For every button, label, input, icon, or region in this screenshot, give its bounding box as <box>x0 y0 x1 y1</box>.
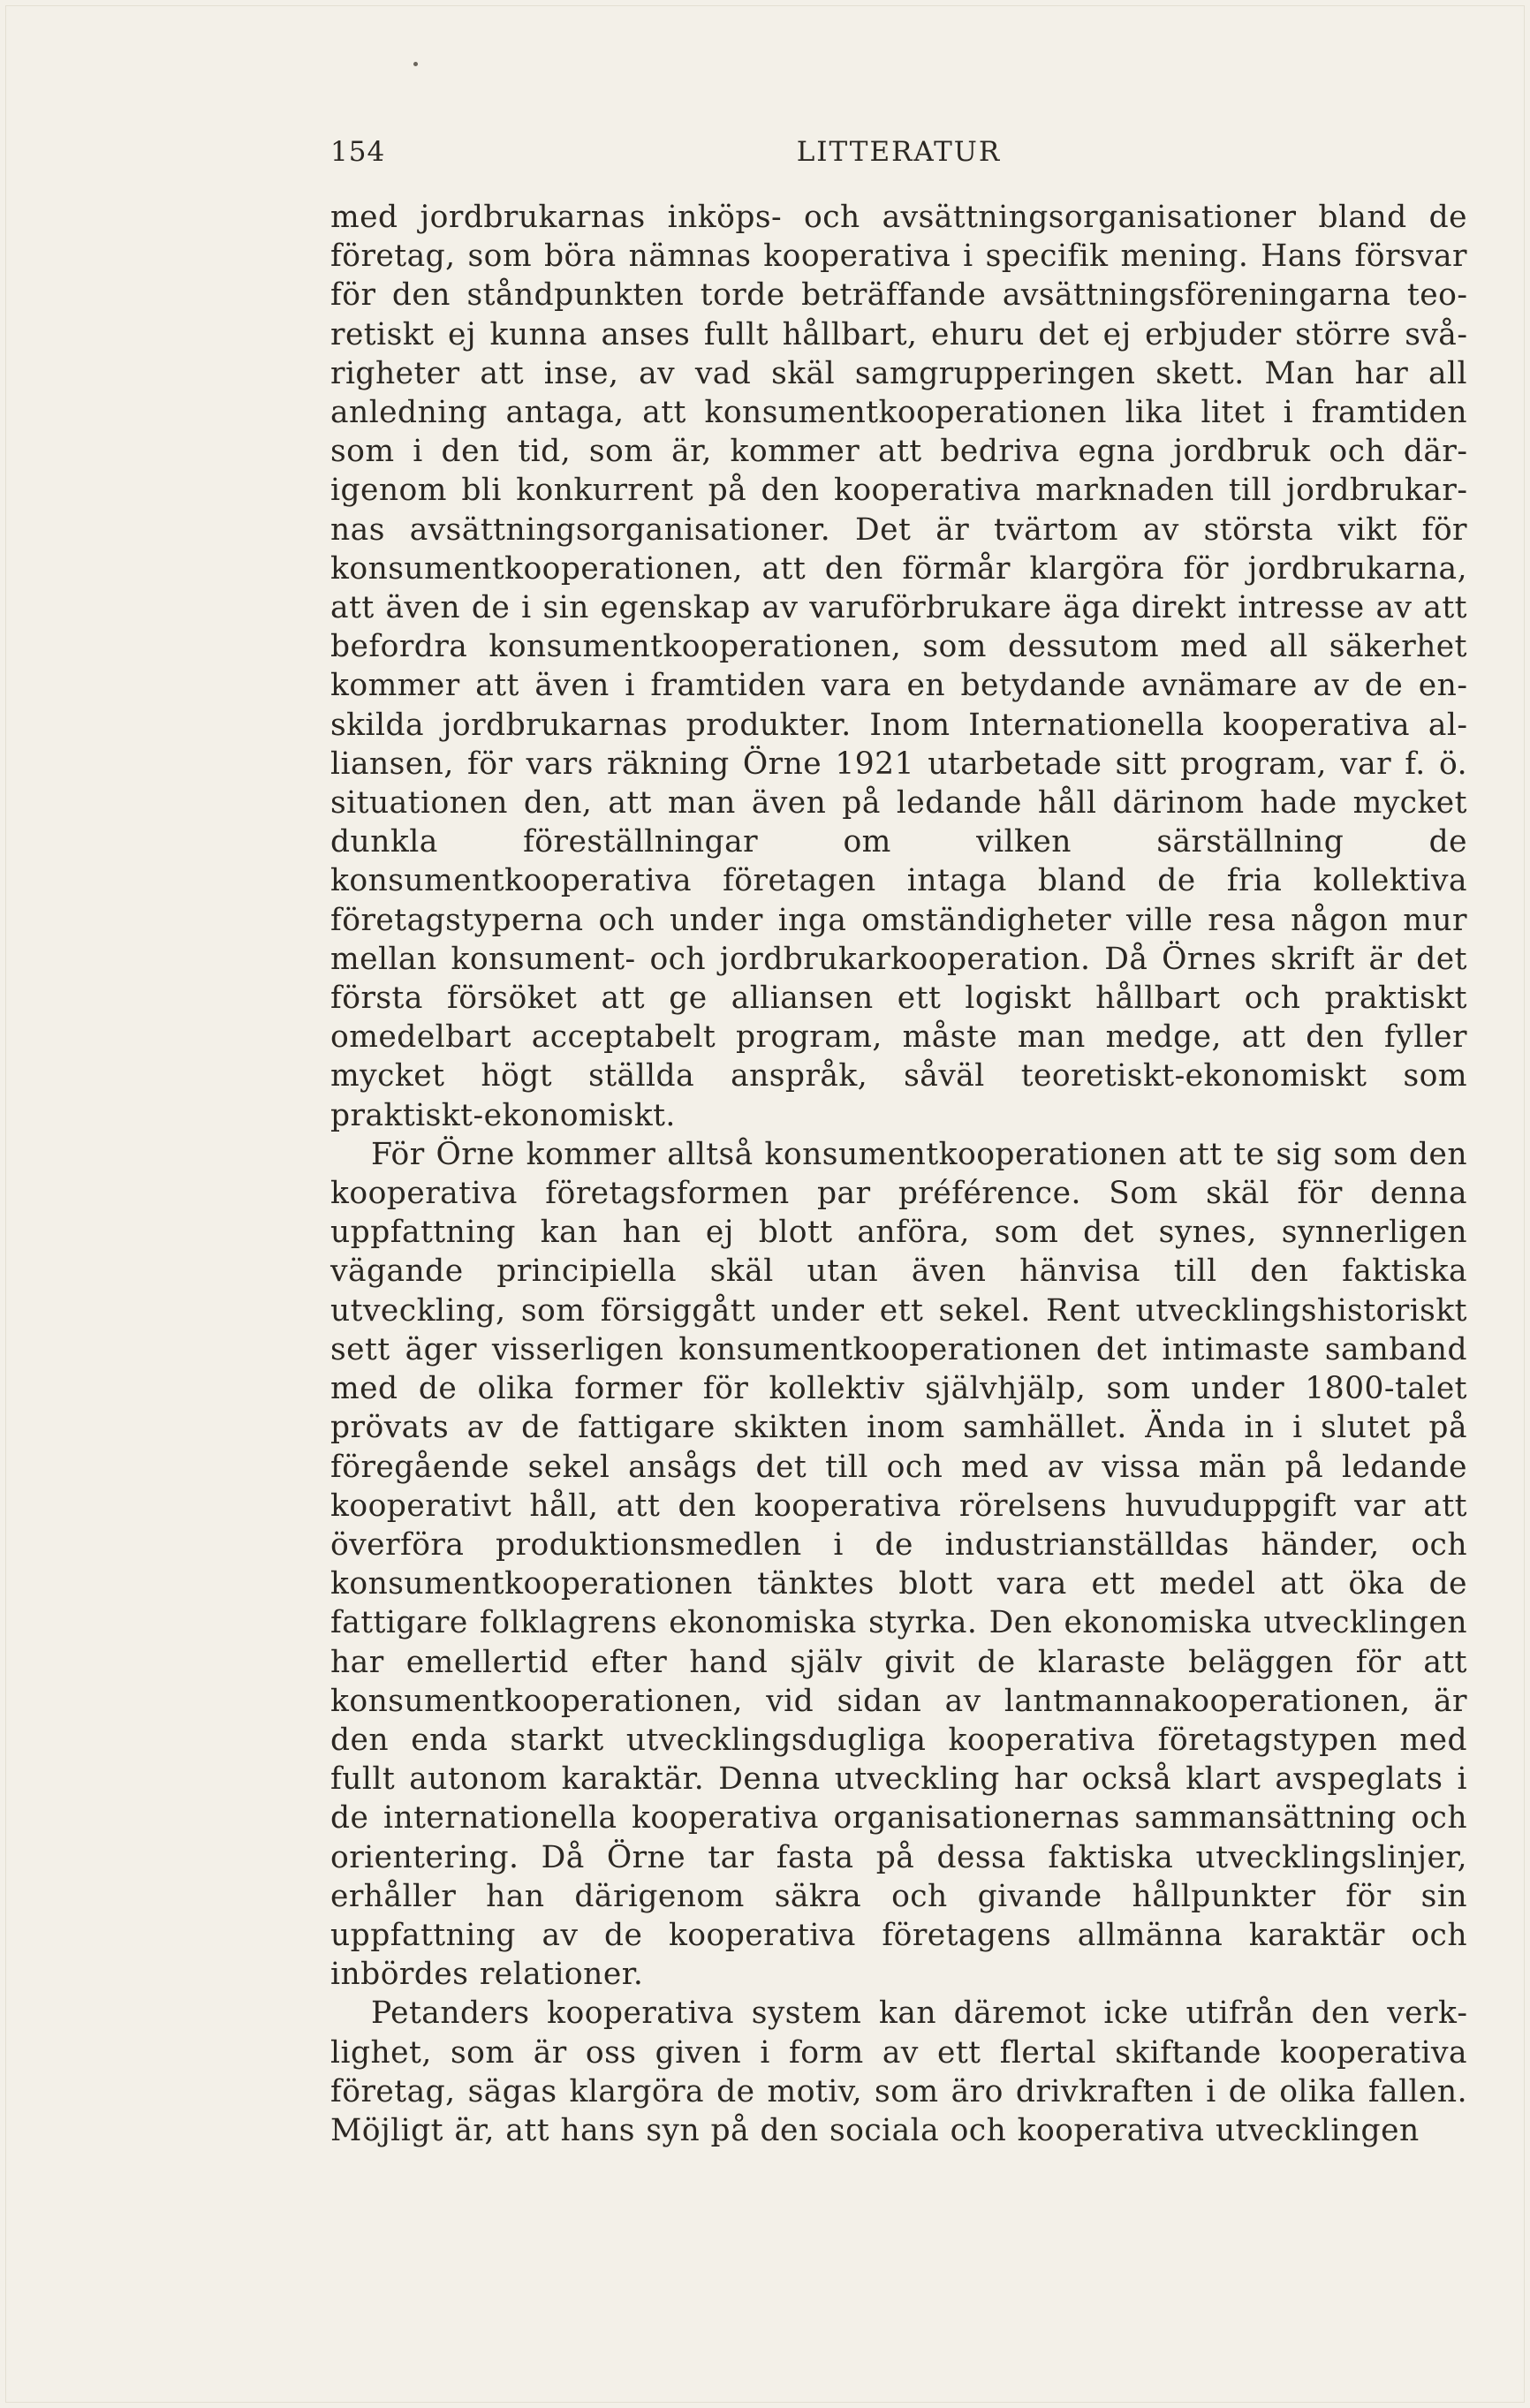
paragraph-1: med jordbrukarnas inköps- och avsättningsorganisationer bland de företag, som böra nämnas kooperativa i specifik mening. Hans försvar för den ståndpunkten torde beträffande avsättningsföreningarna teoretiskt ej kunna anses fullt hållbart, ehuru det ej erbjuder större svårigheter att inse, av vad skäl samgrupperingen skett. Man har all anledning antaga, att konsumentkooperationen lika litet i framtiden som i den tid, som är, kommer att bedriva egna jordbruk och därigenom bli konkurrent på den kooperativa marknaden till jordbrukarnas avsättningsorganisationer. Det är tvärtom av största vikt för konsumentkooperationen, att den förmår klargöra för jordbrukarna, att även de i sin egenskap av varuförbrukare äga direkt intresse av att befordra konsumentkooperationen, som dessutom med all säkerhet kommer att även i framtiden vara en betydande avnämare av de enskilda jordbrukarnas produkter. Inom Internationella kooperativa alliansen, för vars räkning Örne 1921 utarbetade sitt program, var f. ö. situationen den, att man även på ledande håll därinom hade mycket dunkla föreställningar om vilken särställning de konsumentkooperativa företagen intaga bland de fria kollektiva företagstyperna och under inga omständigheter ville resa någon mur mellan konsument- och jordbrukarkooperation. Då Örnes skrift är det första försöket att ge alliansen ett logiskt hållbart och praktiskt omedelbart acceptabelt program, måste man medge, att den fyller mycket högt ställda anspråk, såväl teoretiskt-ekonomiskt som praktiskt-ekonomiskt. <box>330 200 1467 1133</box>
page-number: 154 <box>330 136 386 168</box>
speck-mark <box>413 62 418 66</box>
body-text <box>330 198 1467 2150</box>
paragraph-2: För Örne kommer alltså konsumentkooperationen att te sig som den kooperativa företagsformen par préférence. Som skäl för denna uppfattning kan han ej blott anföra, som det synes, synnerligen vägande principiella skäl utan även hänvisa till den faktiska utveckling, som försiggått under ett sekel. Rent utvecklingshistoriskt sett äger visserligen konsumentkooperationen det intimaste samband med de olika former för kollektiv självhjälp, som under 1800-talet prövats av de fattigare skikten inom samhället. Ända in i slutet på föregående sekel ansågs det till och med av vissa män på ledande kooperativt håll, att den kooperativa rörelsens huvuduppgift var att överföra produktionsmedlen i de industrianställdas händer, och konsumentkooperationen tänktes blott vara ett medel att öka de fattigare folklagrens ekonomiska styrka. Den ekonomiska utvecklingen har emellertid efter hand själv givit de klaraste beläggen för att konsumentkooperationen, vid sidan av lantmannakooperationen, är den enda starkt utvecklingsdugliga kooperativa företagstypen med fullt autonom karaktär. Denna utveckling har också klart avspeglats i de internationella kooperativa organisationernas sammansättning och orientering. Då Örne tar fasta på dessa faktiska utvecklingslinjer, erhåller han därigenom säkra och givande hållpunkter för sin uppfattning av de kooperativa företagens allmänna karaktär och inbördes relationer. <box>330 1136 1467 1993</box>
paragraph-3: Petanders kooperativa system kan däremot icke utifrån den verklighet, som är oss given i form av ett flertal skiftande kooperativa företag, sägas klargöra de motiv, som äro drivkraften i de olika fallen. Möjligt är, att hans syn på den sociala och kooperativa utvecklingen <box>330 1995 1467 2148</box>
running-head: LITTERATUR <box>796 136 1002 168</box>
page-header <box>330 136 1467 180</box>
